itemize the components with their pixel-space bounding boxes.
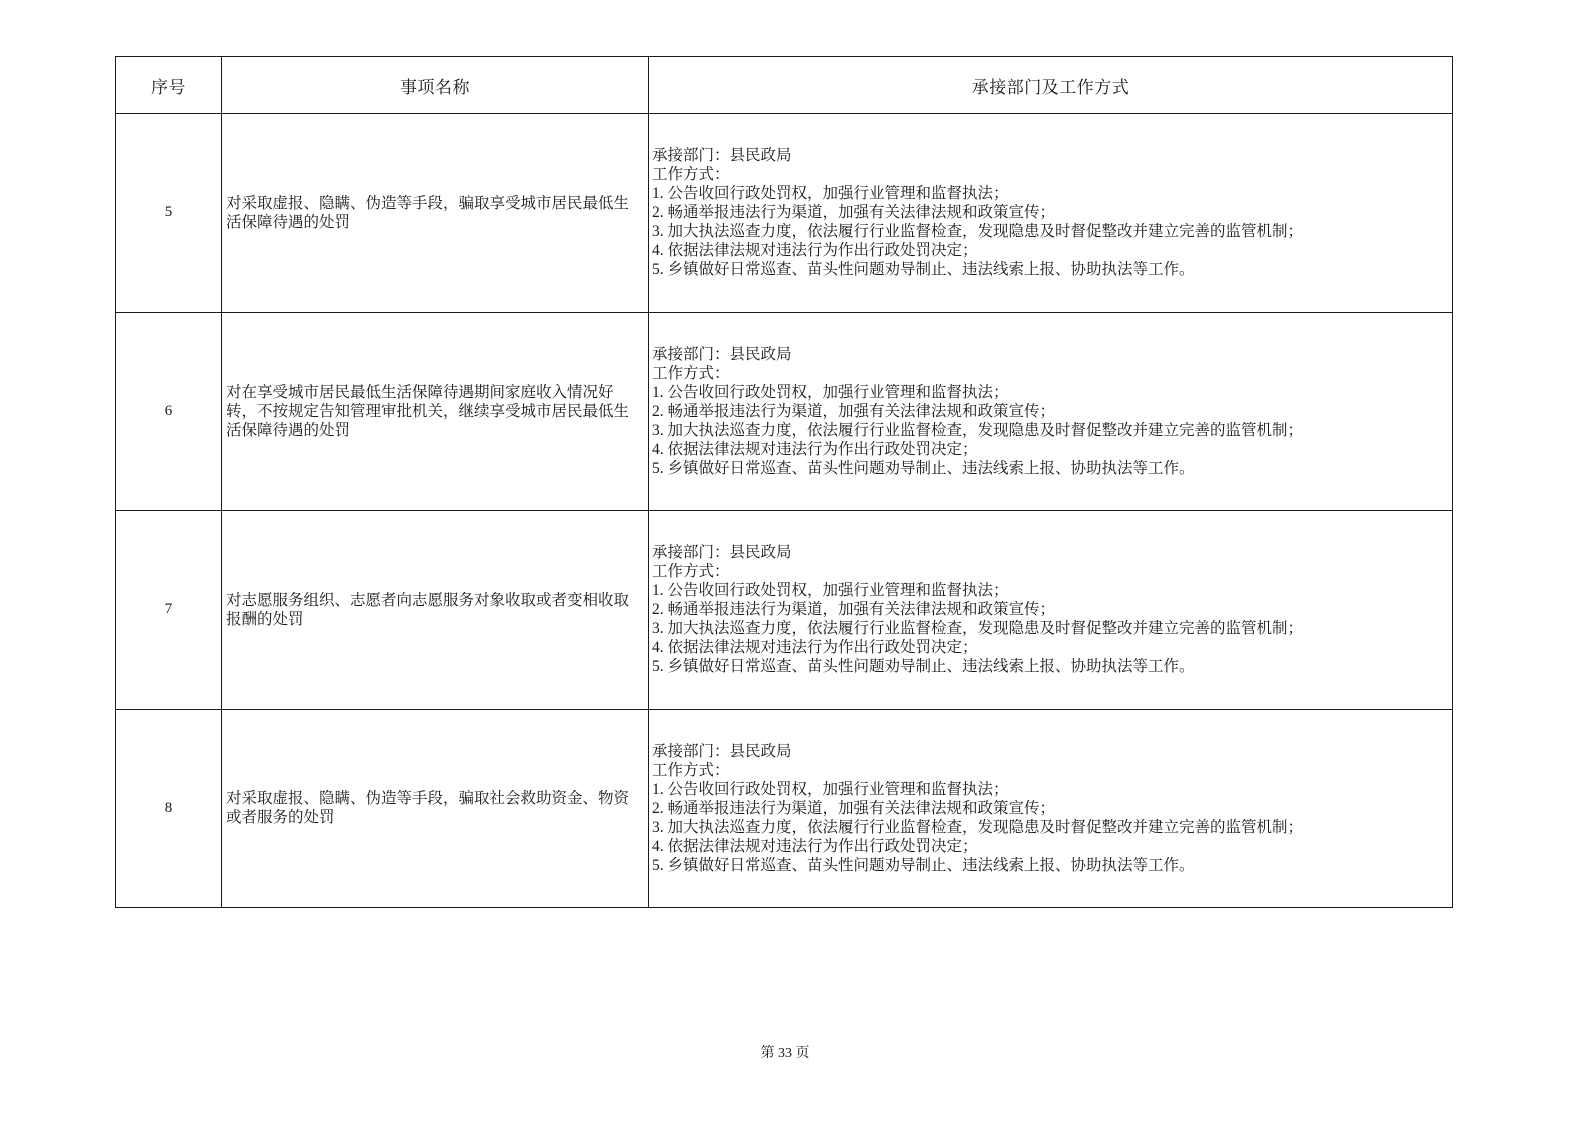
method-step: 2. 畅通举报违法行为渠道，加强有关法律法规和政策宣传； — [652, 402, 1056, 420]
seq-cell: 8 — [116, 709, 222, 908]
department-method-cell — [649, 709, 1453, 908]
method-step: 5. 乡镇做好日常巡查、苗头性问题劝导制止、违法线索上报、协助执法等工作。 — [652, 261, 1195, 279]
header-item-name: 事项名称 — [222, 57, 649, 114]
method-step: 3. 加大执法巡查力度，依法履行行业监督检查，发现隐患及时督促整改并建立完善的监管机制； — [652, 620, 1304, 638]
method-label: 工作方式： — [652, 563, 730, 581]
department-line: 承接部门：县民政局 — [652, 742, 792, 760]
method-step: 5. 乡镇做好日常巡查、苗头性问题劝导制止、违法线索上报、协助执法等工作。 — [652, 459, 1195, 477]
seq-cell: 6 — [116, 312, 222, 511]
table-row — [116, 511, 1453, 710]
item-name-cell: 对采取虚报、隐瞒、伪造等手段，骗取社会救助资金、物资或者服务的处罚 — [222, 709, 649, 908]
header-row — [116, 57, 1453, 114]
table-row — [116, 709, 1453, 908]
department-line: 承接部门：县民政局 — [652, 147, 792, 165]
department-method-cell — [649, 312, 1453, 511]
method-step: 5. 乡镇做好日常巡查、苗头性问题劝导制止、违法线索上报、协助执法等工作。 — [652, 658, 1195, 676]
method-step: 1. 公告收回行政处罚权，加强行业管理和监督执法； — [652, 780, 1009, 798]
method-step: 1. 公告收回行政处罚权，加强行业管理和监督执法； — [652, 383, 1009, 401]
method-label: 工作方式： — [652, 761, 730, 779]
seq-cell: 7 — [116, 511, 222, 710]
department-method-cell — [649, 114, 1453, 313]
method-step: 2. 畅通举报违法行为渠道，加强有关法律法规和政策宣传； — [652, 204, 1056, 222]
seq-cell: 5 — [116, 114, 222, 313]
method-step: 3. 加大执法巡查力度，依法履行行业监督检查，发现隐患及时督促整改并建立完善的监管机制； — [652, 421, 1304, 439]
method-step: 3. 加大执法巡查力度，依法履行行业监督检查，发现隐患及时督促整改并建立完善的监管机制； — [652, 223, 1304, 241]
method-step: 3. 加大执法巡查力度，依法履行行业监督检查，发现隐患及时督促整改并建立完善的监管机制； — [652, 818, 1304, 836]
method-step: 4. 依据法律法规对违法行为作出行政处罚决定； — [652, 440, 978, 458]
method-step: 4. 依据法律法规对违法行为作出行政处罚决定； — [652, 837, 978, 855]
header-seq: 序号 — [116, 57, 222, 114]
department-line: 承接部门：县民政局 — [652, 544, 792, 562]
item-name-cell: 对采取虚报、隐瞒、伪造等手段，骗取享受城市居民最低生活保障待遇的处罚 — [222, 114, 649, 313]
table-body — [116, 114, 1453, 908]
method-step: 4. 依据法律法规对违法行为作出行政处罚决定； — [652, 242, 978, 260]
method-step: 1. 公告收回行政处罚权，加强行业管理和监督执法； — [652, 582, 1009, 600]
item-name-cell: 对在享受城市居民最低生活保障待遇期间家庭收入情况好转，不按规定告知管理审批机关，继续享受城市居民最低生活保障待遇的处罚 — [222, 312, 649, 511]
method-step: 1. 公告收回行政处罚权，加强行业管理和监督执法； — [652, 185, 1009, 203]
method-step: 2. 畅通举报违法行为渠道，加强有关法律法规和政策宣传； — [652, 799, 1056, 817]
header-department-method: 承接部门及工作方式 — [649, 57, 1453, 114]
table-row — [116, 312, 1453, 511]
item-name-cell: 对志愿服务组织、志愿者向志愿服务对象收取或者变相收取报酬的处罚 — [222, 511, 649, 710]
table-row — [116, 114, 1453, 313]
method-step: 4. 依据法律法规对违法行为作出行政处罚决定； — [652, 639, 978, 657]
department-method-cell — [649, 511, 1453, 710]
page-number: 第 33 页 — [760, 1046, 810, 1061]
matters-table — [115, 56, 1453, 908]
method-step: 5. 乡镇做好日常巡查、苗头性问题劝导制止、违法线索上报、协助执法等工作。 — [652, 856, 1195, 874]
method-label: 工作方式： — [652, 364, 730, 382]
method-step: 2. 畅通举报违法行为渠道，加强有关法律法规和政策宣传； — [652, 601, 1056, 619]
department-line: 承接部门：县民政局 — [652, 345, 792, 363]
method-label: 工作方式： — [652, 166, 730, 184]
